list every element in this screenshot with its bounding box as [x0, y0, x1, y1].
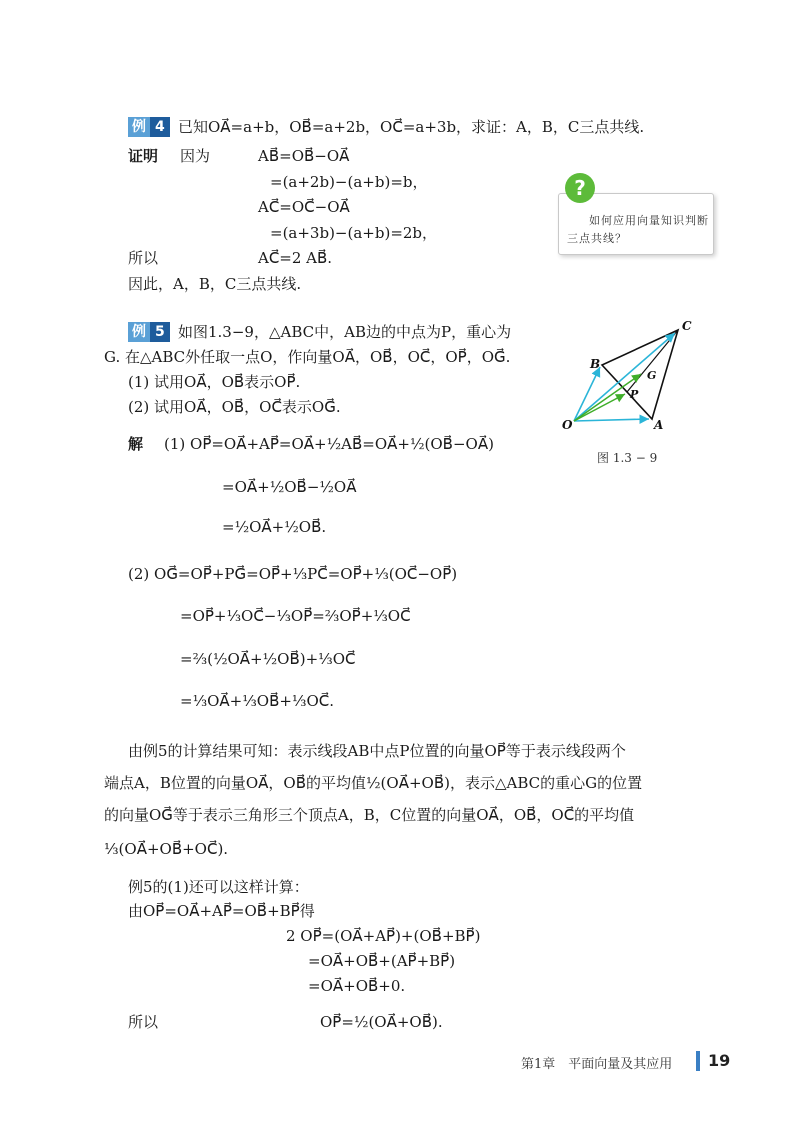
page-number: 19 — [708, 1051, 731, 1070]
median-pc — [627, 330, 678, 392]
discussion-line-3: 的向量OG⃗等于表示三角形三个顶点A，B，C位置的向量OA⃗，OB⃗，OC⃗的平均值 — [104, 806, 635, 824]
question-icon: ? — [565, 173, 595, 203]
alt-line-4: OP⃗=½(OA⃗+OB⃗). — [320, 1013, 443, 1031]
ex4-line-2: =(a+2b)−(a+b)=b， — [270, 173, 428, 191]
ex4-line-5: AC⃗=2 AB⃗. — [258, 249, 333, 267]
label-g: G — [647, 369, 657, 382]
ex4-line-1: AB⃗=OB⃗−OA⃗ — [258, 147, 350, 165]
example-4-statement: 已知OA⃗=a+b，OB⃗=a+2b，OC⃗=a+3b，求证：A，B，C三点共线. — [178, 118, 645, 136]
ex5-statement-1: 如图1.3−9，△ABC中，AB边的中点为P，重心为 — [178, 323, 512, 341]
ex4-line-4: =(a+3b)−(a+b)=2b， — [270, 224, 438, 242]
label-c: C — [682, 319, 692, 333]
ex4-line-3: AC⃗=OC⃗−OA⃗ — [258, 198, 350, 216]
alt-line-3: =OA⃗+OB⃗+0. — [308, 977, 406, 995]
ex5-sol1-line-1: (1) OP⃗=OA⃗+AP⃗=OA⃗+½AB⃗=OA⃗+½(OB⃗−OA⃗) — [164, 435, 494, 453]
label-o: O — [562, 418, 573, 432]
ex5-statement-2: G. 在△ABC外任取一点O，作向量OA⃗，OB⃗，OC⃗，OP⃗，OG⃗. — [104, 348, 511, 366]
ex5-sol2-line-2: =OP⃗+⅓OC⃗−⅓OP⃗=⅔OP⃗+⅓OC⃗ — [180, 607, 411, 625]
ex5-sol2-line-4: =⅓OA⃗+⅓OB⃗+⅓OC⃗. — [180, 692, 335, 710]
vector-oc — [574, 333, 675, 421]
figure-triangle — [560, 318, 710, 448]
alt-line-2: =OA⃗+OB⃗+(AP⃗+BP⃗) — [308, 952, 456, 970]
so-label: 所以 — [128, 249, 159, 267]
discussion-line-1: 由例5的计算结果可知：表示线段AB中点P位置的向量OP⃗等于表示线段两个 — [128, 742, 626, 760]
ex5-sol1-line-2: =OA⃗+½OB⃗−½OA⃗ — [222, 478, 357, 496]
example-5-label: 例 5 — [128, 322, 170, 342]
ex4-conclusion: 因此，A，B，C三点共线. — [128, 275, 302, 293]
figure-caption: 图 1.3 − 9 — [597, 451, 658, 465]
alt-line-1: 2 OP⃗=(OA⃗+AP⃗)+(OB⃗+BP⃗) — [286, 927, 481, 945]
ex5-part-2: (2) 试用OA⃗，OB⃗，OC⃗表示OG⃗. — [128, 398, 341, 416]
because-text: 因为 — [180, 147, 211, 165]
alt-so: 所以 — [128, 1013, 159, 1031]
vector-oa — [574, 419, 649, 421]
label-a: A — [654, 418, 664, 432]
footer-divider — [696, 1051, 700, 1071]
footer-chapter: 第1章 平面向量及其应用 — [521, 1057, 673, 1072]
callout-text: 如何应用向量知识判断三点共线？ — [567, 214, 709, 245]
solution-label: 解 — [128, 435, 144, 453]
ex5-sol2-line-3: =⅔(½OA⃗+½OB⃗)+⅓OC⃗ — [180, 650, 356, 668]
discussion-line-4: ⅓(OA⃗+OB⃗+OC⃗). — [104, 840, 229, 858]
ex5-part-1: (1) 试用OA⃗，OB⃗表示OP⃗. — [128, 373, 301, 391]
alt-intro: 例5的(1)还可以这样计算： — [128, 878, 309, 896]
ex5-sol2-line-1: (2) OG⃗=OP⃗+PG⃗=OP⃗+⅓PC⃗=OP⃗+⅓(OC⃗−OP⃗) — [128, 565, 458, 583]
label-p: P — [630, 388, 639, 401]
discussion-line-2: 端点A，B位置的向量OA⃗，OB⃗的平均值½(OA⃗+OB⃗)，表示△ABC的重心G的位置 — [104, 774, 643, 792]
proof-label: 证明 — [128, 147, 159, 165]
example-4-label: 例 4 — [128, 117, 170, 137]
label-b: B — [590, 357, 601, 371]
ex5-sol1-line-3: =½OA⃗+½OB⃗. — [222, 518, 327, 536]
vector-ob — [574, 367, 600, 421]
alt-from: 由OP⃗=OA⃗+AP⃗=OB⃗+BP⃗得 — [128, 902, 315, 920]
